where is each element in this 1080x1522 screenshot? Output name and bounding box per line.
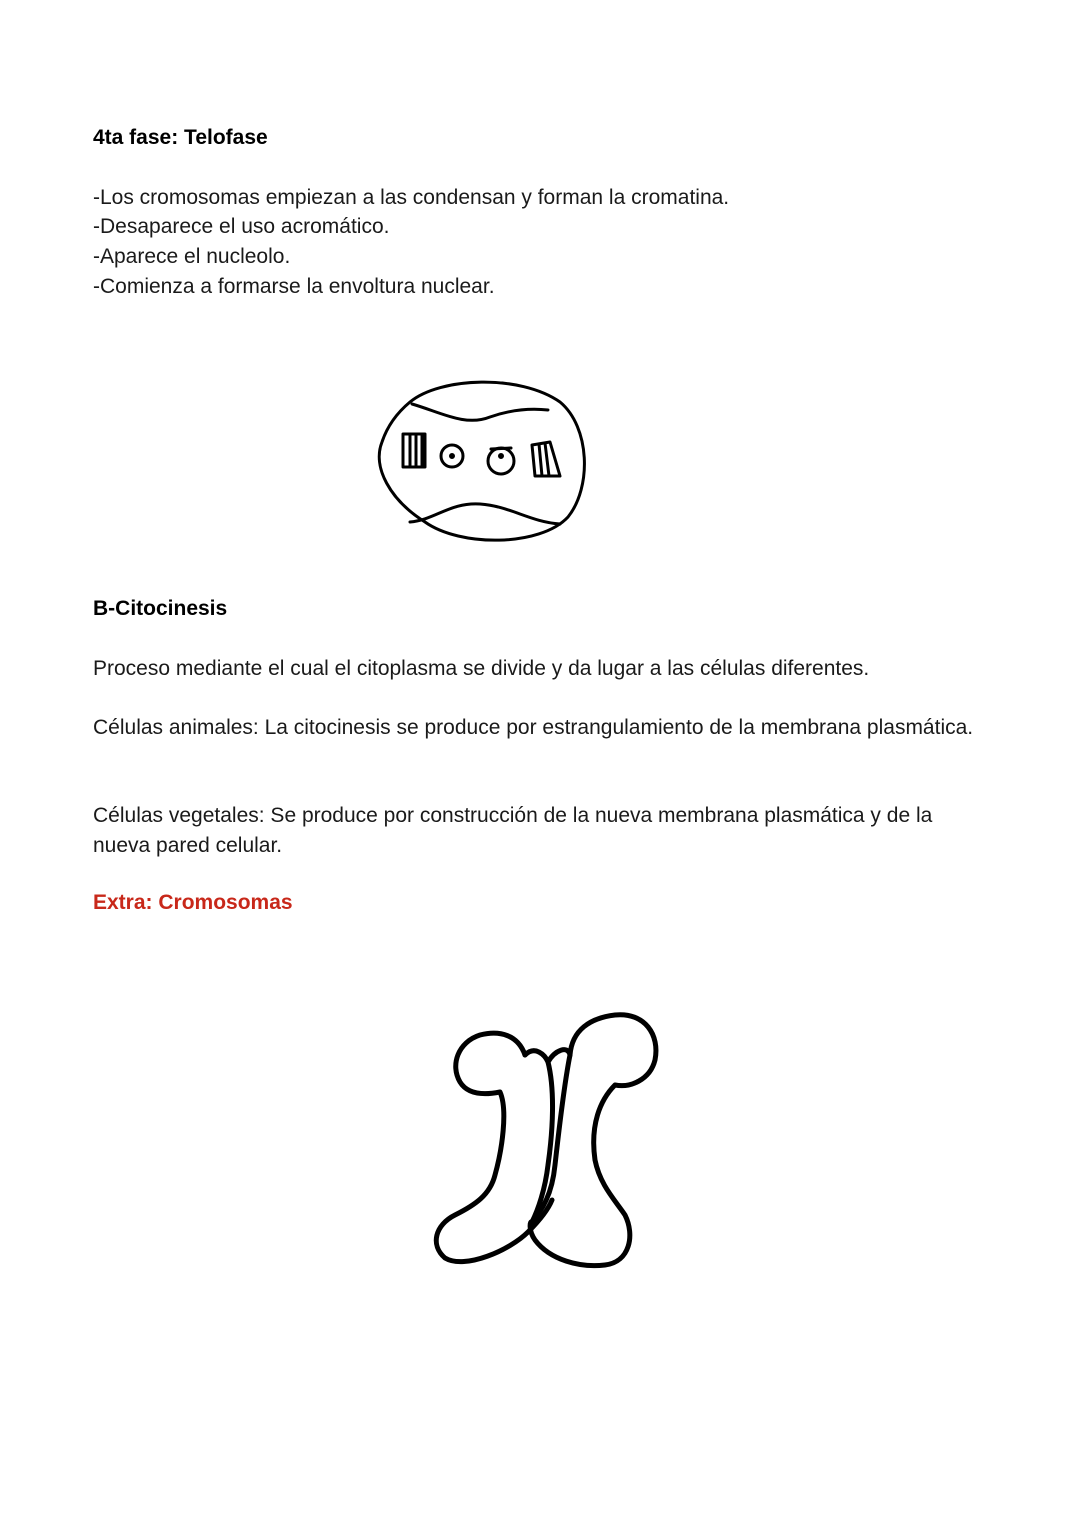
citocinesis-intro: Proceso mediante el cual el citoplasma se divide y da lugar a las células diferentes. [93, 657, 870, 680]
telophase-cell-drawing [370, 372, 600, 552]
telofase-bullet-3: -Aparece el nucleolo. [93, 245, 291, 268]
citocinesis-animal: Células animales: La citocinesis se produce por estrangulamiento de la membrana plasmática. [93, 716, 974, 739]
chromosome-drawing [420, 1000, 680, 1280]
telofase-bullet-2: -Desaparece el uso acromático. [93, 215, 390, 238]
citocinesis-heading: B-Citocinesis [93, 597, 228, 620]
telofase-bullet-4: -Comienza a formarse la envoltura nuclear. [93, 275, 495, 298]
telofase-bullet-1: -Los cromosomas empiezan a las condensan y forman la cromatina. [93, 186, 730, 209]
citocinesis-vegetal: Células vegetales: Se produce por construcción de la nueva membrana plasmática y de la nueva pared celular. [93, 804, 933, 857]
extra-heading: Extra: Cromosomas [93, 891, 293, 914]
telofase-heading: 4ta fase: Telofase [93, 126, 268, 149]
